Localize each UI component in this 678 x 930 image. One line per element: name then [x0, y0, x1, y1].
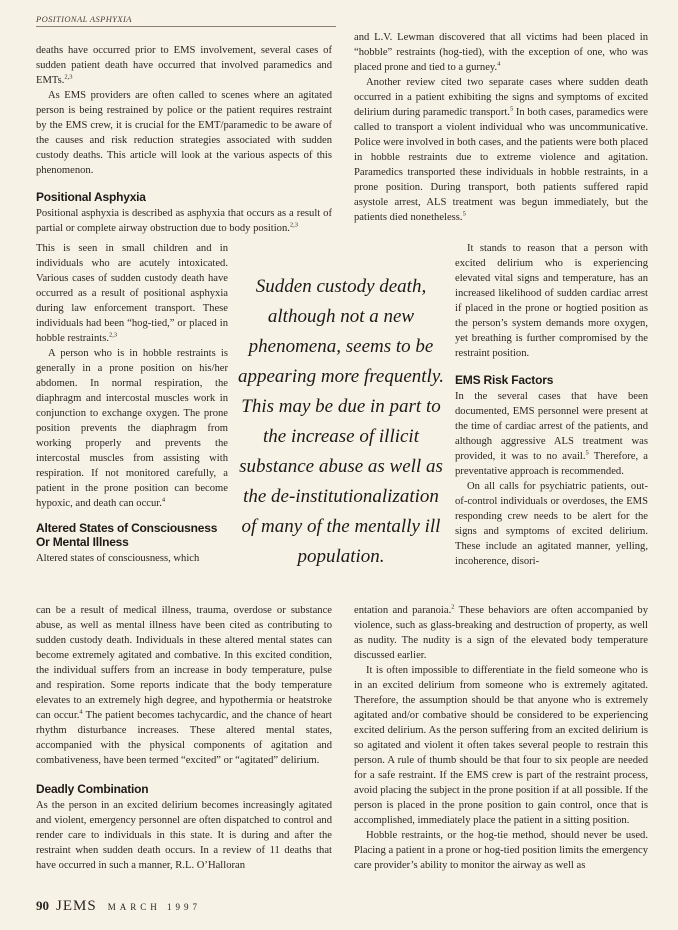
section-heading-ems: EMS Risk Factors	[455, 373, 554, 387]
page-number: 90	[36, 898, 49, 913]
section-heading-positional: Positional Asphyxia	[36, 190, 146, 204]
ems-paragraph-2b: entation and paranoia.$^2$ These behaviors are often accompanied by violence, such as glass-breaking and destruction of property, as well as nudity. The nudity is a sign of the elevated body temperature discussed earlier.	[354, 603, 648, 661]
intro-paragraph-2: As EMS providers are often called to scenes where an agitated person is being restrained by police or the patient requires restraint by the EMS crew, it is crucial for the EMT/paramedic to be aware of the causes and risk reduction strategies associated with sudden custody deaths. This article will look at the various aspects of this phenomenon.	[36, 90, 332, 176]
right-column-narrow	[455, 241, 648, 569]
deadly-paragraph-1: As the person in an excited delirium becomes increasingly agitated and violent, emergency personnel are often dispatched to control and render care to individuals in this state. It is during and after the restraint when sudden death occurs. In a review of 11 deaths that have occurred in such a manner, R.L. O’Halloran	[36, 800, 332, 871]
right-column-bottom	[354, 603, 648, 873]
pull-quote: Sudden custody death, although not a new phenomena, seems to be appearing more frequently. This may be due in part to the increase of illicit substance abuse as well as the de-institutionalization of many of the mentally ill population.	[238, 276, 444, 567]
positional-paragraph-2: A person who is in hobble restraints is generally in a prone position on his/her abdomen. In normal respiration, the diaphragm and intercostal muscles work in conjunction to exchange oxygen. The prone position prevents the diaphragm from working properly and prevents the intercostal muscles from assisting with respiration. If not monitored carefully, a patient in the prone position can become hypoxic, and death can occur.$^4$	[36, 348, 228, 509]
altered-paragraph-1a: Altered states of consciousness, which	[36, 553, 200, 564]
left-column-narrow	[36, 241, 228, 566]
altered-paragraph-1b: can be a result of medical illness, trauma, overdose or substance abuse, as well as mental illness have been cited as contributing to sudden custody death. Individuals in these altered mental states can become extremely agitated and combative. In this excited condition, the individual suffers from an increase in body temperature, pulse and respiration. Some reports indicate that the body temperature elevates to an extremely high degree, and hypothermia or heatstroke can occur.$^4$ The patient becomes tachycardic, and the chance of heart rhythm disturbance increases. These altered mental states, accompanied with the physical components of agitation and combativeness, have been termed “excited” or “agitated” delirium.	[36, 605, 332, 766]
ems-paragraph-1: In the several cases that have been documented, EMS personnel were present at the time of cardiac arrest of the patients, and although aggressive ALS treatment was provided, it was to no avail.$^5$ Therefore, a preventative approach is recommended.	[455, 391, 648, 477]
right-column-top	[354, 30, 648, 225]
magazine-name: JEMS	[56, 898, 97, 914]
left-column-top	[36, 43, 332, 236]
positional-paragraph-1a: Positional asphyxia is described as asphyxia that occurs as a result of partial or complete airway obstruction due to body position.$^{2,3}$	[36, 208, 332, 234]
right-paragraph-3: It stands to reason that a person with excited delirium who is experiencing elevated vital signs and temperature, has an increased likelihood of sudden cardiac arrest if placed in the prone or hogtied position as the person’s system demands more oxygen, yet breathing is further compromised by the restraint position.	[455, 243, 648, 359]
right-paragraph-2: Another review cited two separate cases where sudden death occurred in a patient exhibiting the signs and symptoms of excited delirium during paramedic transport.$^5$ In both cases, paramedics were called to transport a violent individual who was uncommunicative. Police were involved in both cases, and the patients were both placed in hobble restraints due to extreme violence and agitation. Paramedics transported these individuals in hobble restraints, in a prone position. During transport, both patients suffered rapid asystole arrest, ALS treatment was begun immediately, but the patients died nonetheless.$^5$	[354, 77, 649, 223]
positional-paragraph-1b: This is seen in small children and in individuals who are acutely intoxicated. Various cases of sudden custody death have occurred as a result of positional asphyxia during law enforcement transport. These individuals had been “hog-tied,” or placed in hobble restraints.$^{2,3}$	[36, 243, 228, 344]
section-heading-altered: Altered States of Consciousness Or Mental Illness	[36, 521, 218, 549]
section-heading-deadly: Deadly Combination	[36, 782, 149, 796]
issue-date: MARCH 1997	[107, 902, 201, 912]
ems-paragraph-2a: On all calls for psychiatric patients, out-of-control individuals or overdoses, the EMS responding crew needs to be alert for the signs and symptoms of excited delirium. These include an agitated manner, yelling, incoherence, disori-	[455, 481, 648, 567]
ems-paragraph-3: It is often impossible to differentiate in the field someone who is in an excited delirium from someone who is extremely agitated. Therefore, the assumption should be that anyone who is extremely agitated and/or combative should be considered to be experiencing excited delirium. As the person suffering from an excited delirium is so agitated and violent it often takes several people to restrain this person. A rule of thumb should be that four to six people are needed for a safe restraint. If the EMS crew is part of the restraint process, avoid placing the subject in the prone position if at all possible. If the person is placed in the prone position to gain control, once that is accomplished, immediately place the patient in a sitting position.	[354, 665, 648, 826]
right-paragraph-1: and L.V. Lewman discovered that all victims had been placed in “hobble” restraints (hog-tied), with the exception of one, who was placed prone and tied to a gurney.$^4$	[354, 32, 648, 73]
intro-paragraph-1: deaths have occurred prior to EMS involvement, several cases of sudden patient death have occurred that involved paramedics and EMTs.$^{2,3}$	[36, 45, 332, 86]
left-column-bottom	[36, 603, 332, 873]
page-footer	[36, 898, 201, 915]
running-head: POSITIONAL ASPHYXIA	[36, 14, 336, 27]
ems-paragraph-4: Hobble restraints, or the hog-tie method, should never be used. Placing a patient in a prone or hog-tied position limits the emergency care provider’s ability to monitor the airway as well as	[354, 830, 648, 871]
